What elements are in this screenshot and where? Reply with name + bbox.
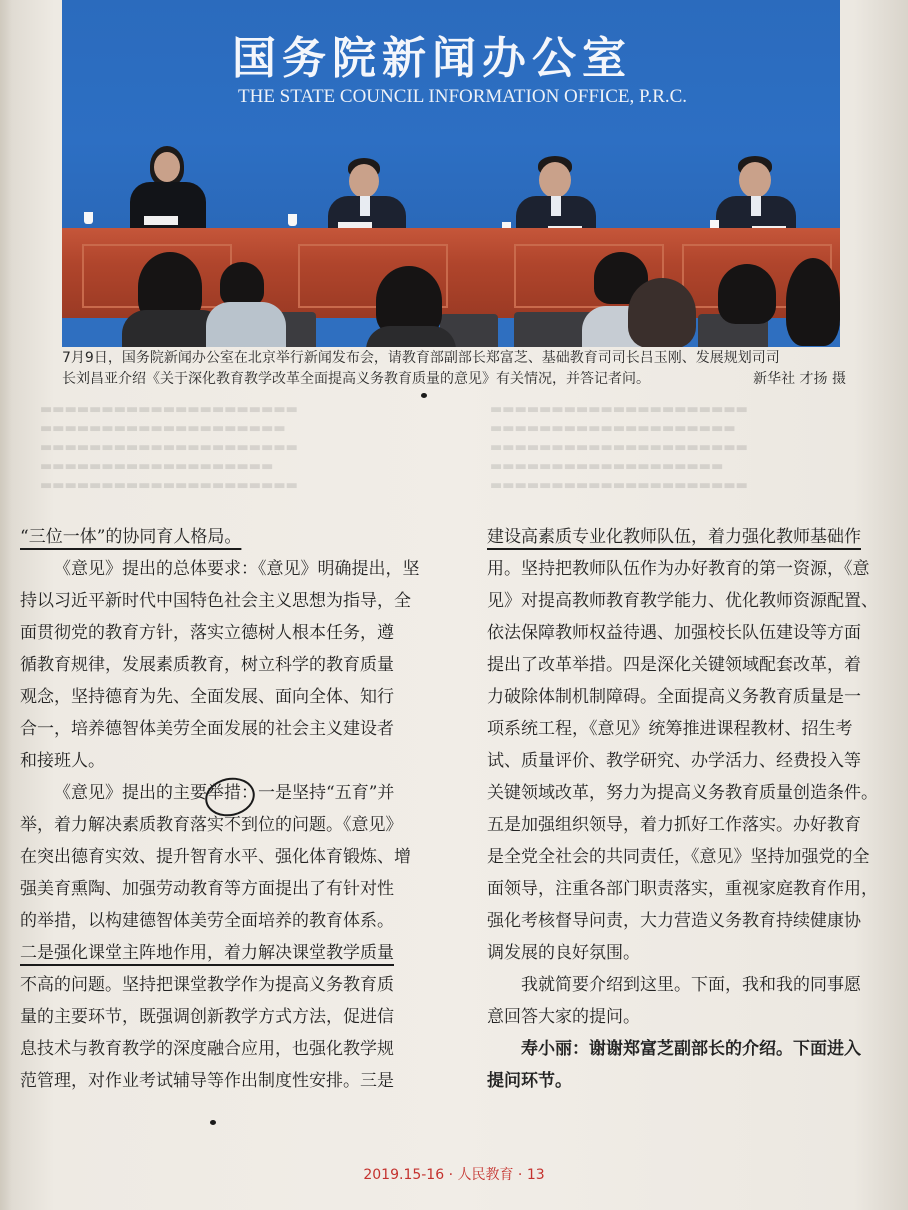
- text-line: 试、质量评价、教学研究、办学活力、经费投入等: [487, 751, 861, 771]
- text-line: 范管理，对作业考试辅导等作出制度性安排。三是: [20, 1071, 394, 1091]
- text-line: 提问环节。: [487, 1071, 572, 1091]
- pen-dot-mark: [421, 393, 427, 398]
- text-line: 是全党全社会的共同责任，《意见》坚持加强党的全: [487, 847, 870, 867]
- photo-caption: [62, 348, 852, 390]
- backdrop-title-chinese: 国务院新闻办公室: [232, 33, 632, 84]
- audience-member: [628, 278, 696, 347]
- audience-member: [366, 326, 456, 347]
- article-right-column: [487, 521, 907, 1097]
- teacup: [84, 212, 93, 224]
- audience-member: [206, 302, 286, 347]
- text-line: 举，着力解决素质教育落实不到位的问题。《意见》: [20, 815, 403, 835]
- text-line: 《意见》提出的主要举措：一是坚持“五育”并: [54, 783, 395, 803]
- teacup: [288, 214, 297, 226]
- text-line: 面贯彻党的教育方针，落实立德树人根本任务，遵: [20, 623, 394, 643]
- text-line: 力破除体制机制障碍。全面提高义务教育质量是一: [487, 687, 861, 707]
- text-line: 见》对提高教师教育教学能力、优化教师资源配置、: [487, 591, 878, 611]
- pen-dot-mark: [210, 1120, 216, 1125]
- text-line: 关键领域改革，努力为提高义务教育质量创造条件。: [487, 783, 878, 803]
- text-line: 提出了改革举措。四是深化关键领域配套改革，着: [487, 655, 861, 675]
- text-line: 息技术与教育教学的深度融合应用，也强化教学规: [20, 1039, 394, 1059]
- bleed-through-left: ▬▬▬▬▬▬▬▬▬▬▬▬▬▬▬▬▬▬▬▬▬ ▬▬▬▬▬▬▬▬▬▬▬▬▬▬▬▬▬▬▬▬ ▬▬▬▬▬▬▬▬▬▬▬▬▬▬▬▬▬▬▬▬▬ ▬▬▬▬▬▬▬▬▬▬▬▬▬▬▬▬▬▬▬ ▬▬▬▬▬▬▬▬▬▬▬▬▬▬▬▬▬▬▬▬▬: [40, 402, 298, 493]
- audience-member: [220, 262, 264, 306]
- text-line: 《意见》提出的总体要求：《意见》明确提出，坚: [54, 559, 420, 579]
- audience-member: [786, 258, 840, 346]
- text-line: 在突出德育实效、提升智育水平、强化体育锻炼、增: [20, 847, 411, 867]
- text-line: “三位一体”的协同育人格局。: [20, 527, 242, 547]
- text-line: 建设高素质专业化教师队伍，着力强化教师基础作: [487, 527, 861, 547]
- caption-line-1: 7月9日，国务院新闻办公室在北京举行新闻发布会，请教育部副部长郑富芝、基础教育司司长吕玉刚、发展规划司司: [62, 350, 780, 366]
- text-line: 和接班人。: [20, 751, 105, 771]
- text-line: 强化考核督导问责，大力营造义务教育持续健康协: [487, 911, 861, 931]
- page-gutter-shadow: [0, 0, 12, 1210]
- nameplate: [144, 216, 178, 225]
- text-line: 二是强化课堂主阵地作用，着力解决课堂教学质量: [20, 943, 394, 963]
- text-line: 五是加强组织领导，着力抓好工作落实。办好教育: [487, 815, 861, 835]
- text-line: 项系统工程，《意见》统筹推进课程教材、招生考: [487, 719, 853, 739]
- page-footer: 2019.15-16 · 人民教育 · 13: [363, 1167, 545, 1183]
- text-line: 观念，坚持德育为先、全面发展、面向全体、知行: [20, 687, 394, 707]
- press-conference-photo: [62, 0, 840, 347]
- text-line: 依法保障教师权益待遇、加强校长队伍建设等方面: [487, 623, 861, 643]
- text-line: 合一，培养德智体美劳全面发展的社会主义建设者: [20, 719, 394, 739]
- text-line: 意回答大家的提问。: [487, 1007, 640, 1027]
- bleed-through-right: ▬▬▬▬▬▬▬▬▬▬▬▬▬▬▬▬▬▬▬▬▬ ▬▬▬▬▬▬▬▬▬▬▬▬▬▬▬▬▬▬▬▬ ▬▬▬▬▬▬▬▬▬▬▬▬▬▬▬▬▬▬▬▬▬ ▬▬▬▬▬▬▬▬▬▬▬▬▬▬▬▬▬▬▬ ▬▬▬▬▬▬▬▬▬▬▬▬▬▬▬▬▬▬▬▬▬: [490, 402, 748, 493]
- text-line: 循教育规律，发展素质教育，树立科学的教育质量: [20, 655, 394, 675]
- text-line: 量的主要环节，既强调创新教学方式方法，促进信: [20, 1007, 394, 1027]
- text-line: 持以习近平新时代中国特色社会主义思想为指导，全: [20, 591, 411, 611]
- photo-credit: 新华社 才扬 摄: [753, 371, 846, 387]
- text-line: 调发展的良好氛围。: [487, 943, 640, 963]
- text-line: 用。坚持把教师队伍作为办好教育的第一资源，《意: [487, 559, 870, 579]
- text-line: 我就简要介绍到这里。下面，我和我的同事愿: [521, 975, 861, 995]
- audience-member: [718, 264, 776, 324]
- caption-line-2: 长刘昌亚介绍《关于深化教育教学改革全面提高义务教育质量的意见》有关情况，并答记者问。: [62, 371, 650, 387]
- backdrop-title-english: THE STATE COUNCIL INFORMATION OFFICE, P.R.C.: [238, 86, 688, 107]
- text-line: 强美育熏陶、加强劳动教育等方面提出了有针对性: [20, 879, 394, 899]
- text-line: 的举措，以构建德智体美劳全面培养的教育体系。: [20, 911, 394, 931]
- text-line: 不高的问题。坚持把课堂教学作为提高义务教育质: [20, 975, 394, 995]
- text-line: 寿小丽：谢谢郑富芝副部长的介绍。下面进入: [521, 1039, 861, 1059]
- text-line: 面领导，注重各部门职责落实，重视家庭教育作用，: [487, 879, 878, 899]
